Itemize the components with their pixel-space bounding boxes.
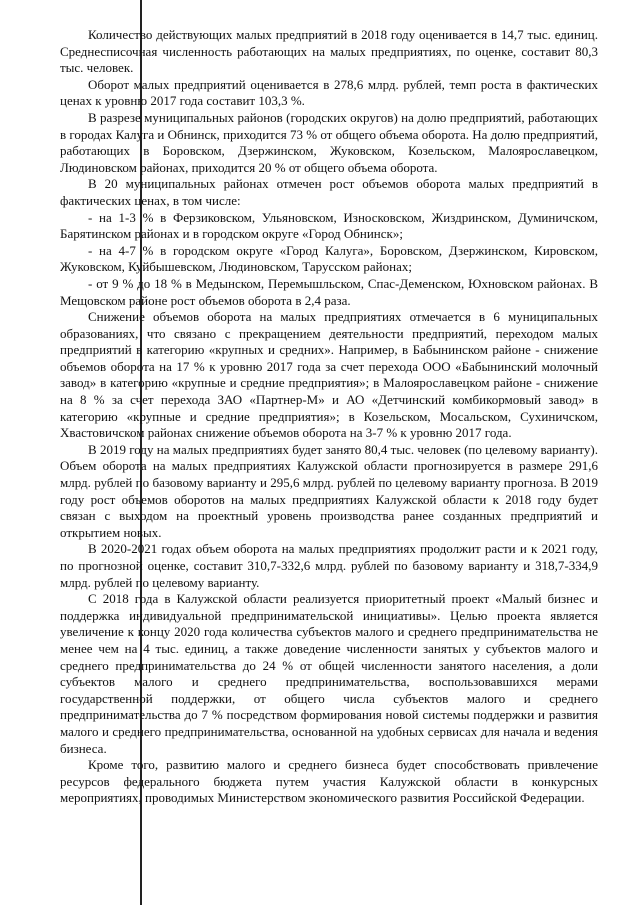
paragraph: В 20 муниципальных районах отмечен рост объемов оборота малых предприятий в фактических ценах, в том числе: <box>60 176 598 208</box>
paragraph: В 2020-2021 годах объем оборота на малых предприятиях продолжит расти и к 2021 году, по прогнозной оценке, составит 310,7-332,6 млрд. рублей по базовому варианту и 318,7-334,9 млрд. рублей по целевому варианту. <box>60 541 598 590</box>
paragraph: Снижение объемов оборота на малых предприятиях отмечается в 6 муниципальных образованиях, что связано с прекращением деятельности предприятий, переходом малых предприятий в категорию «крупных и средних». Например, в Бабынинском районе - снижение объемов оборота на 17 % к уровню 2017 года за счет перехода ООО «Бабынинский молочный завод» в категорию «крупные и средние предприятия»; в Малоярославецком районе - снижение на 8 % за счет перехода ЗАО «Партнер-М» и АО «Детчинский комбикормовый завод» в категорию «крупные и средние предприятия»; в Козельском, Мосальском, Сухиничском, Хвастовичском районах снижение объемов оборота на 3-7 % к уровню 2017 года. <box>60 309 598 441</box>
paragraph: В разрезе муниципальных районов (городских округов) на долю предприятий, работающих в городах Калуга и Обнинск, приходится 73 % от общего объема оборота. На долю предприятий, работающих в Боровском, Дзержинском, Жуковском, Козельском, Малоярославецком, Людиновском районах, приходится 20 % от общего объема оборота. <box>60 109 598 175</box>
paragraph: В 2019 году на малых предприятиях будет занято 80,4 тыс. человек (по целевому варианту). Объем оборота на малых предприятиях Калужской области прогнозируется в размере 291,6 млрд. рублей по базовому варианту и 295,6 млрд. рублей по целевому варианту прогноза. В 2019 году рост объемов оборотов на малых предприятиях Калужской области к 2018 году будет связан с выходом на проектный уровень производства ранее созданных предприятий и открытием новых. <box>60 441 598 540</box>
paragraph: Количество действующих малых предприятий в 2018 году оценивается в 14,7 тыс. единиц. Среднесписочная численность работающих на малых предприятиях, по оценке, составит 80,3 тыс. человек. <box>60 27 598 76</box>
paragraph: С 2018 года в Калужской области реализуется приоритетный проект «Малый бизнес и поддержка индивидуальной предпринимательской инициативы». Целью проекта является увеличение к концу 2020 года количества субъектов малого и среднего предпринимательства не менее чем на 4 тыс. единиц, а также доведение численности занятых у субъектов малого и среднего предпринимательства до 24 % от общей численности занятого населения, а доли субъектов малого и среднего предпринимательства, воспользовавшихся мерами государственной поддержки, от общего числа субъектов малого и среднего предпринимательства до 7 % посредством формирования новой системы поддержки и развития малого и среднего предпринимательства, основанной на удобных сервисах для начала и ведения бизнеса. <box>60 591 598 756</box>
list-item: - на 1-3 % в Ферзиковском, Ульяновском, Износковском, Жиздринском, Думиничском, Барятинском районах и в городском округе «Город Обнинск»; <box>60 209 598 242</box>
document-body <box>60 27 598 807</box>
list-item: - на 4-7 % в городском округе «Город Калуга», Боровском, Дзержинском, Кировском, Жуковском, Куйбышевском, Людиновском, Тарусском районах; <box>60 242 598 275</box>
paragraph: Кроме того, развитию малого и среднего бизнеса будет способствовать привлечение ресурсов федерального бюджета путем участия Калужской области в конкурсных мероприятиях, проводимых Министерством экономического развития Российской Федерации. <box>60 757 598 806</box>
paragraph: Оборот малых предприятий оценивается в 278,6 млрд. рублей, темп роста в фактических ценах к уровню 2017 года составит 103,3 %. <box>60 76 598 109</box>
list-item: - от 9 % до 18 % в Медынском, Перемышльском, Спас-Деменском, Юхновском районах. В Мещовском районе рост объемов оборота в 2,4 раза. <box>60 275 598 308</box>
